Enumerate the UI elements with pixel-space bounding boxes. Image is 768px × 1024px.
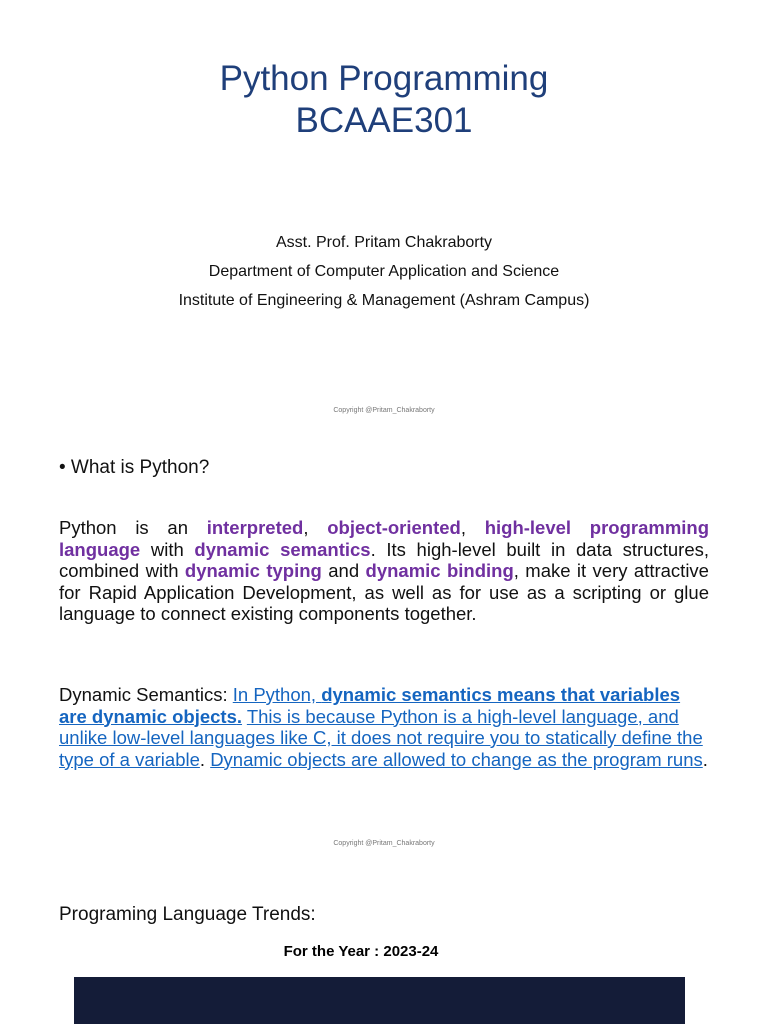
link-dynamic-objects[interactable]: Dynamic objects are allowed to change as the program runs [210, 748, 703, 770]
dynamic-semantics-label: Dynamic Semantics: [59, 684, 233, 705]
text-run: , make it very attractive for Rapid Application Development, as well as for use as a scripting or glue language to connect existing components together. [59, 560, 709, 624]
slide-title [0, 58, 768, 142]
title-line-1: Python Programming [219, 59, 549, 98]
text-run: . [702, 748, 708, 770]
copyright-note: Copyright @Pritam_Chakraborty [333, 840, 435, 847]
department-name: Department of Computer Application and Science [208, 263, 560, 280]
trends-heading: Programing Language Trends: [59, 904, 316, 925]
content-slide-trends [0, 860, 768, 1024]
content-slide-what-is-python [0, 430, 768, 860]
text-run: , [460, 517, 485, 538]
link-static-typing-explanation[interactable]: This is because Python is a high-level language, and unlike low-level languages like C, it does not require you to statically define the type of a variable [59, 705, 703, 770]
year-label: For the Year : 2023-24 [283, 943, 439, 960]
author-name: Asst. Prof. Pritam Chakraborty [275, 234, 493, 251]
bullet-heading: • What is Python? [59, 457, 210, 478]
keyword-high-level: high-level programming language [59, 517, 710, 560]
text-run: with [140, 538, 195, 560]
text-run: , [303, 517, 328, 538]
text-run: . Its high-level built in data structures, combined with [59, 538, 709, 581]
link-text: In Python, [232, 684, 322, 705]
text-run: Python is an [59, 517, 207, 538]
keyword-interpreted: interpreted [206, 517, 304, 538]
link-text-bold: dynamic semantics means that variables are dynamic objects [59, 684, 681, 727]
python-definition-paragraph [59, 517, 709, 625]
trends-chart-header-bar [74, 977, 685, 1024]
keyword-dynamic-typing: dynamic typing [184, 560, 322, 581]
title-slide [0, 0, 768, 430]
text-run: . [199, 748, 211, 770]
link-text-bold: . [236, 705, 243, 727]
title-line-2: BCAAE301 [295, 101, 473, 140]
text-run: and [321, 560, 366, 581]
keyword-dynamic-semantics: dynamic semantics [194, 538, 371, 560]
dynamic-semantics-paragraph [59, 684, 709, 770]
copyright-note: Copyright @Pritam_Chakraborty [333, 407, 435, 414]
keyword-dynamic-binding: dynamic binding [365, 560, 514, 581]
keyword-object-oriented: object-oriented [327, 517, 461, 538]
institute-name: Institute of Engineering & Management (Ashram Campus) [178, 292, 590, 309]
author-block [0, 228, 768, 315]
